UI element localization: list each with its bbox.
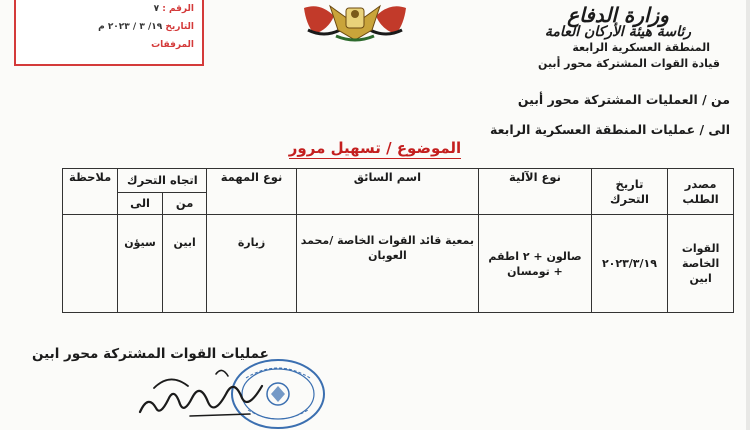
cell-source: القوات الخاصة ابين: [668, 215, 734, 313]
general-staff-title: رئاسة هيئة الأركان العامة: [544, 24, 692, 40]
table-row: [63, 215, 734, 313]
ref-attachments: المرفقات: [151, 40, 194, 50]
movement-table: [62, 168, 734, 313]
ministry-title: وزارة الدفاع: [567, 3, 669, 27]
cell-vehicle: صالون + ٢ اطقم + تومسان: [479, 215, 592, 313]
cell-to: سيؤن: [118, 215, 163, 313]
subject-text: الموضوع / تسهيل مرور: [288, 139, 462, 157]
header-mission: نوع المهمة: [207, 169, 296, 215]
reference-box: [14, 0, 204, 66]
ref-date-value: ١٩/ ٣ / ٢٠٢٣ م: [98, 22, 163, 32]
cell-date: ٢٠٢٣/٣/١٩: [591, 215, 667, 313]
national-emblem-icon: [300, 0, 410, 45]
to-line: الى / عمليات المنطقة العسكرية الرابعة: [490, 122, 730, 137]
page-edge: [746, 0, 750, 430]
ref-number: [154, 4, 194, 14]
header-driver: اسم السائق: [296, 169, 479, 215]
header-source: مصدر الطلب: [668, 169, 734, 215]
ref-number-label: الرقم :: [162, 4, 194, 14]
ministry-letterhead: [508, 4, 728, 40]
header-date: تاريخ التحرك: [591, 169, 667, 215]
handwritten-signature-icon: [130, 364, 270, 424]
joint-forces-line: قيادة القوات المشتركة محور أبين: [538, 57, 720, 70]
header-direction: اتجاه التحرك: [118, 169, 207, 193]
ref-date: [98, 22, 194, 32]
cell-mission: زيارة: [207, 215, 296, 313]
from-line: من / العمليات المشتركة محور أبين: [517, 92, 730, 107]
signature-title: عمليات القوات المشتركة محور ابين: [32, 346, 269, 362]
header-vehicle: نوع الآلية: [479, 169, 592, 215]
ref-number-value: ٧: [153, 4, 160, 14]
header-notes: ملاحظة: [63, 169, 118, 215]
header-from: من: [162, 193, 207, 215]
cell-driver: بمعية قائد القوات الخاصة /محمد العوبان: [296, 215, 479, 313]
subject-line: [0, 139, 750, 157]
ref-date-label: التاريخ: [165, 22, 194, 32]
military-region-line: المنطقة العسكرية الرابعة: [572, 41, 710, 54]
table-header-row: [63, 169, 734, 193]
cell-from: ابين: [162, 215, 207, 313]
cell-notes: [63, 215, 118, 313]
header-to: الى: [118, 193, 163, 215]
